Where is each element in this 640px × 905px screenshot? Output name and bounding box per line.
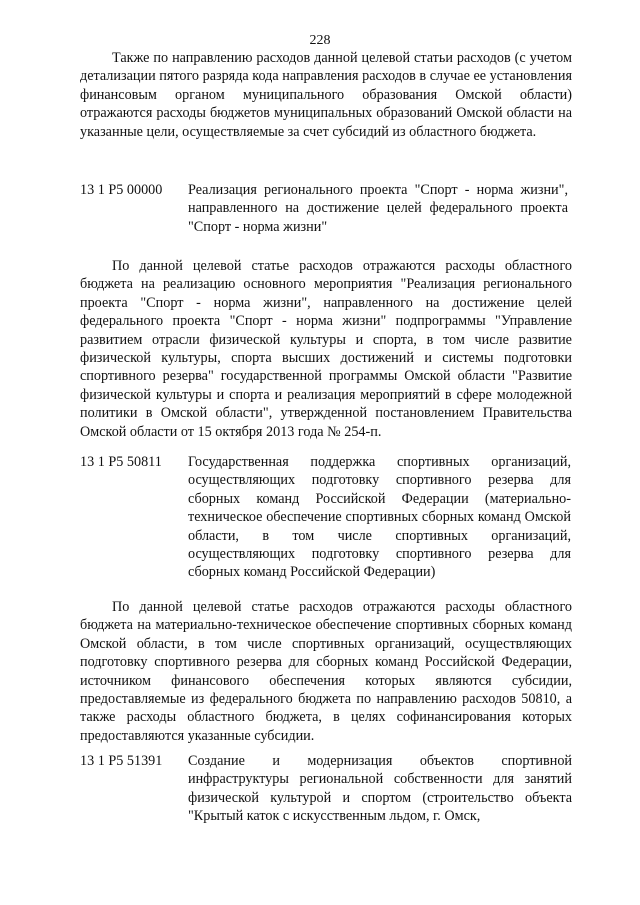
budget-entry-13-1-p5-00000	[80, 181, 572, 236]
budget-code: 13 1 Р5 00000	[80, 182, 163, 198]
budget-code: 13 1 Р5 51391	[80, 753, 163, 769]
budget-code: 13 1 Р5 50811	[80, 454, 162, 470]
budget-entry-13-1-p5-51391	[80, 752, 572, 826]
description-paragraph: По данной целевой статье расходов отражаются расходы областного бюджета на материально-техническое обеспечение спортивных сборных команд Омской области, в том числе спортивных организаций, осуществляющих подготовку спортивного резерва для сборных команд Российской Федерации, источником финансового обеспечения которых являются субсидии, предоставляемые из федерального бюджета по направлению расходов 50810, а также расходы областного бюджета, в целях софинансирования которых предоставляются указанные субсидии.	[80, 599, 572, 744]
page-number: 228	[309, 33, 331, 48]
budget-entry-title: Государственная поддержка спортивных организаций, осуществляющих подготовку спортивного резерва для сборных команд Российской Федерации (материально-техническое обеспечение спортивных сборных команд Омской области, в том числе спортивных организаций, осуществляющих подготовку спортивного резерва для сборных команд Российской Федерации)	[188, 454, 571, 581]
budget-entry-title: Создание и модернизация объектов спортивной инфраструктуры региональной собственности для занятий физической культурой и спортом (строительство объекта "Крытый каток с искусственным льдом, г. Омск,	[188, 753, 572, 825]
intro-paragraph: Также по направлению расходов данной целевой статьи расходов (с учетом детализации пятого разряда кода направления расходов в случае ее установления финансовым органом муниципального образования Омской области) отражаются расходы бюджетов муниципальных образований Омской области на указанные цели, осуществляемые за счет субсидий из областного бюджета.	[80, 50, 572, 140]
description-paragraph: По данной целевой статье расходов отражаются расходы областного бюджета на реализацию основного мероприятия "Реализация регионального проекта "Спорт - норма жизни", направленного на достижение целей федерального проекта "Спорт - норма жизни" подпрограммы "Управление развитием отрасли физической культуры и спорта, в том числе развитие физической культуры, спорта высших достижений и системы подготовки спортивного резерва" государственной программы Омской области "Развитие физической культуры и спорта и реализация мероприятий в сфере молодежной политики в Омской области", утвержденной постановлением Правительства Омской области от 15 октября 2013 года № 254-п.	[80, 258, 572, 440]
budget-entry-title: Реализация регионального проекта "Спорт - норма жизни", направленного на достижение целей федерального проекта "Спорт - норма жизни"	[188, 182, 568, 235]
budget-entry-13-1-p5-50811	[80, 453, 572, 582]
